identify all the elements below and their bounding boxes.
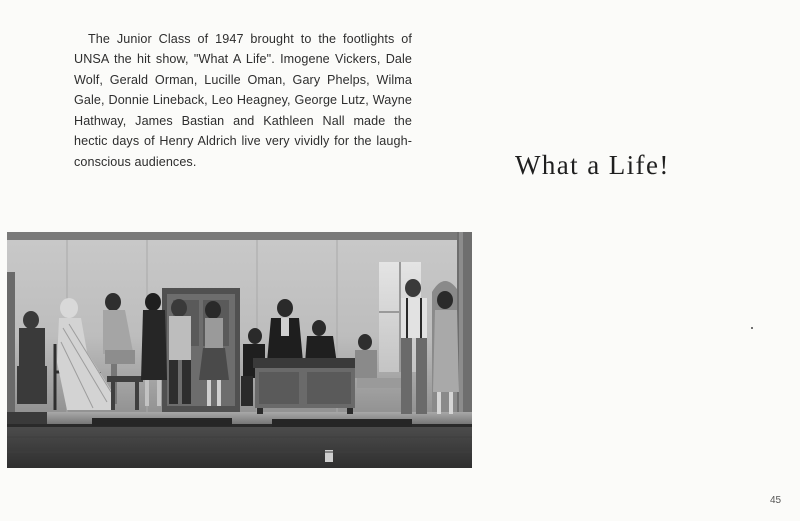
paper-speck (751, 327, 753, 329)
page-number: 45 (770, 495, 782, 506)
stage-photograph (7, 232, 472, 468)
caption-paragraph: The Junior Class of 1947 brought to the footlights of UNSA the hit show, "What A Life". Imogene Vickers, Dale Wolf, Gerald Orman, Lucille Oman, Gary Phelps, Wilma Gale, Donnie Lineback, Leo Heagney, George Lutz, Wayne Hathway, James Bastian and Kathleen Nall made the hectic days of Henry Aldrich live very vividly for the laugh-conscious audiences. (74, 31, 412, 169)
page-title: What a Life! (515, 150, 670, 180)
